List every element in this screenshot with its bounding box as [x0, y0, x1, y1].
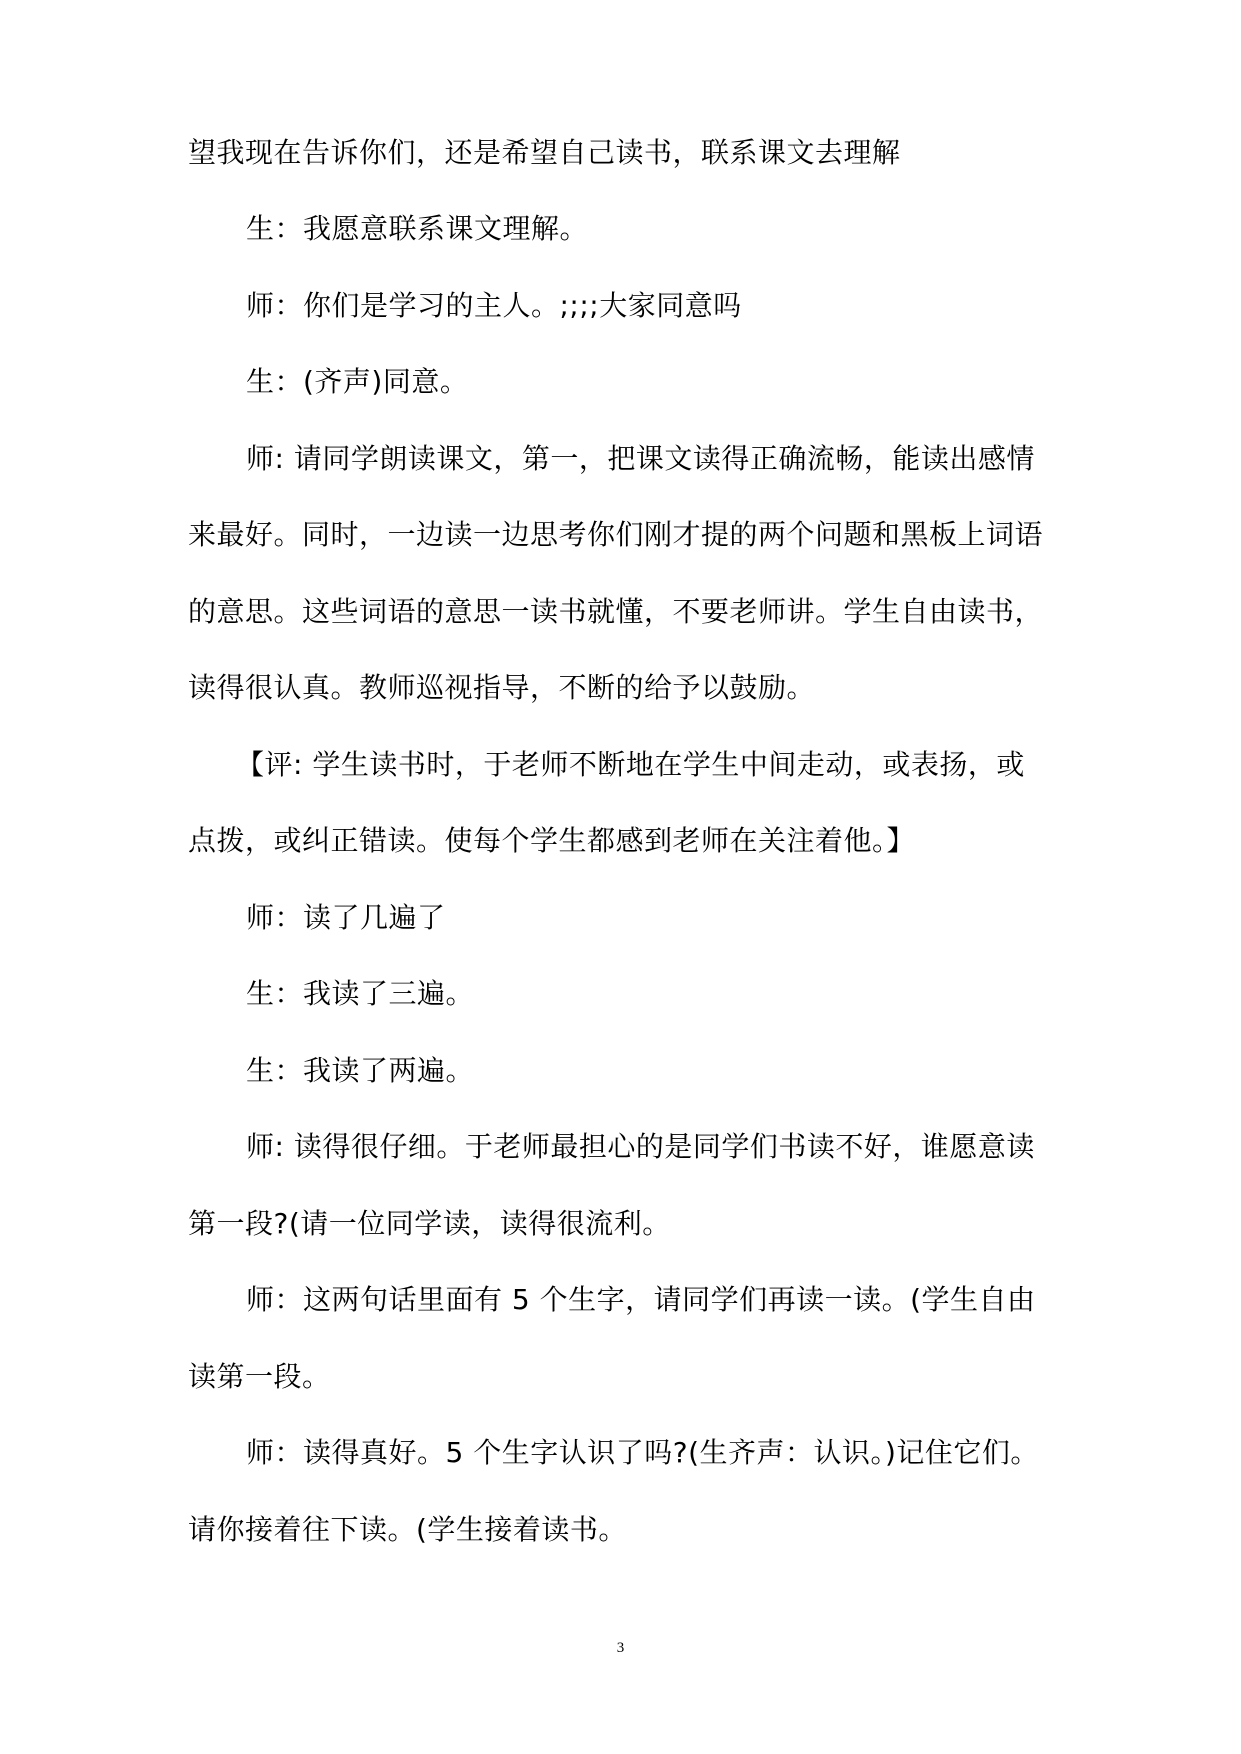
text-line: 师: 请同学朗读课文，第一，把课文读得正确流畅，能读出感情	[246, 442, 1035, 475]
text-line: 点拨，或纠正错读。使每个学生都感到老师在关注着他。】	[188, 824, 916, 857]
text-line: 第一段?(请一位同学读，读得很流利。	[188, 1207, 671, 1240]
text-line: 望我现在告诉你们，还是希望自己读书，联系课文去理解	[188, 136, 901, 169]
text-line: 师：这两句话里面有 5 个生字，请同学们再读一读。(学生自由	[246, 1283, 1036, 1316]
text-line: 师：你们是学习的主人。;;;;大家同意吗	[246, 289, 742, 322]
text-line: 的意思。这些词语的意思一读书就懂，不要老师讲。学生自由读书，	[188, 595, 1044, 628]
text-line: 来最好。同时，一边读一边思考你们刚才提的两个问题和黑板上词语	[188, 518, 1044, 551]
text-line: 生：我读了两遍。	[246, 1054, 475, 1087]
text-line: 师：读了几遍了	[246, 901, 446, 934]
text-line: 读第一段。	[188, 1360, 331, 1393]
text-line: 读得很认真。教师巡视指导，不断的给予以鼓励。	[188, 671, 816, 704]
text-line: 请你接着往下读。(学生接着读书。	[188, 1513, 627, 1546]
text-line: 生：我读了三遍。	[246, 977, 475, 1010]
text-line: 生：我愿意联系课文理解。	[246, 212, 589, 245]
text-line: 师: 读得很仔细。于老师最担心的是同学们书读不好，谁愿意读	[246, 1130, 1035, 1163]
text-line: 【评: 学生读书时，于老师不断地在学生中间走动，或表扬，或	[236, 748, 1025, 781]
text-line: 生：(齐声)同意。	[246, 365, 469, 398]
text-line: 师：读得真好。5 个生字认识了吗?(生齐声：认识。)记住它们。	[246, 1436, 1039, 1469]
page-number: 3	[616, 1640, 625, 1656]
